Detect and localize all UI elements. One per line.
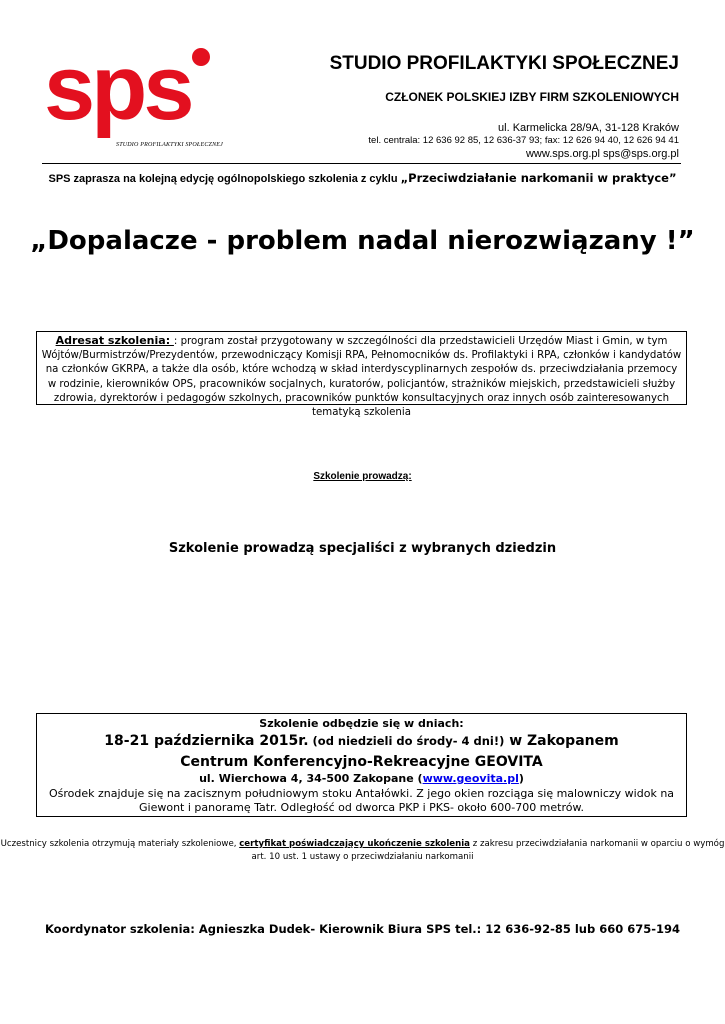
- intro-text: SPS zaprasza na kolejną edycję ogólnopolskiego szkolenia z cyklu: [48, 173, 401, 185]
- org-address: ul. Karmelicka 28/9A, 31-128 Kraków: [498, 122, 679, 134]
- trainers-text: Szkolenie prowadzą specjaliści z wybranych dziedzin: [168, 541, 557, 556]
- audience-text: : program został przygotowany w szczególności dla przedstawicieli Urzędów Miast i Gmin, w tym Wójtów/Burmistrzów/Prezydentów, przewodniczący Komisji RPA, Pełnomocników ds. Profilaktyki i RPA, członków i kandydatów na członków GKRPA, a także dla osób, które wchodzą w skład interdyscyplinarnych zespołów ds. przeciwdziałania przemocy w rodzinie, kierowników OPS, pracowników socjalnych, kuratorów, policjantów, strażników miejskich, przedstawicieli służby zdrowia, dyrektorów i pedagogów szkolnych, pracowników punktów konsultacyjnych oraz innych osób zainteresowanych tematyką szkolenia: [41, 336, 682, 419]
- venue-link[interactable]: www.geovita.pl: [422, 772, 519, 785]
- audience-label: Adresat szkolenia:: [55, 334, 174, 347]
- event-dates: 18-21 października 2015r.: [104, 733, 309, 749]
- certificate-note: [0, 838, 725, 864]
- audience-box: [36, 331, 687, 419]
- trainers-header: Szkolenie prowadzą:: [313, 471, 412, 482]
- event-street-line: [37, 772, 686, 785]
- intro-cycle: „Przeciwdziałanie narkomanii w praktyce”: [400, 171, 677, 185]
- event-intro: Szkolenie odbędzie się w dniach:: [259, 717, 464, 730]
- certificate-text-before: Uczestnicy szkolenia otrzymują materiały szkoleniowe,: [0, 839, 240, 849]
- event-street: ul. Wierchowa 4, 34-500 Zakopane (: [199, 772, 423, 785]
- event-dates-note: (od niedzieli do środy- 4 dni!): [308, 734, 505, 748]
- org-web: www.sps.org.pl sps@sps.org.pl: [525, 148, 679, 160]
- event-city: w Zakopanem: [504, 733, 619, 749]
- org-membership: CZŁONEK POLSKIEJ IZBY FIRM SZKOLENIOWYCH: [385, 90, 679, 104]
- certificate-highlight: certyfikat poświadczający ukończenie szkolenia: [239, 839, 470, 849]
- org-contact: tel. centrala: 12 636 92 85, 12 636-37 93; fax: 12 626 94 40, 12 626 94 41: [368, 135, 679, 146]
- intro-line: [0, 171, 725, 185]
- event-venue: Centrum Konferencyjno-Rekreacyjne GEOVITA: [180, 754, 543, 770]
- sps-logo: [44, 37, 224, 148]
- event-description: Ośrodek znajduje się na zacisznym południowym stoku Antałówki. Z jego okien rozciąga się malowniczy widok na Giewont i panoramę Tatr. Odległość od dworca PKP i PKS- około 600-700 metrów.: [48, 787, 675, 814]
- logo-wordmark: sps: [44, 37, 191, 139]
- event-street-end: ): [518, 772, 524, 785]
- logo-dot: [192, 48, 210, 66]
- coordinator-line: Koordynator szkolenia: Agnieszka Dudek- Kierownik Biura SPS tel.: 12 636-92-85 lub 660 675-194: [44, 922, 681, 936]
- certificate-text-after: z zakresu przeciwdziałania narkomanii w oparciu o wymóg art. 10 ust. 1 ustawy o przeciwdziałaniu narkomanii: [251, 839, 725, 862]
- header-divider: [42, 163, 681, 164]
- logo-subtitle: STUDIO PROFILAKTYKI SPOŁECZNEJ: [116, 142, 224, 148]
- page-title: „Dopalacze - problem nadal nierozwiązany !”: [30, 226, 695, 256]
- event-dates-line: [37, 733, 686, 749]
- org-name: STUDIO PROFILAKTYKI SPOŁECZNEJ: [329, 53, 679, 74]
- event-box: [36, 713, 687, 817]
